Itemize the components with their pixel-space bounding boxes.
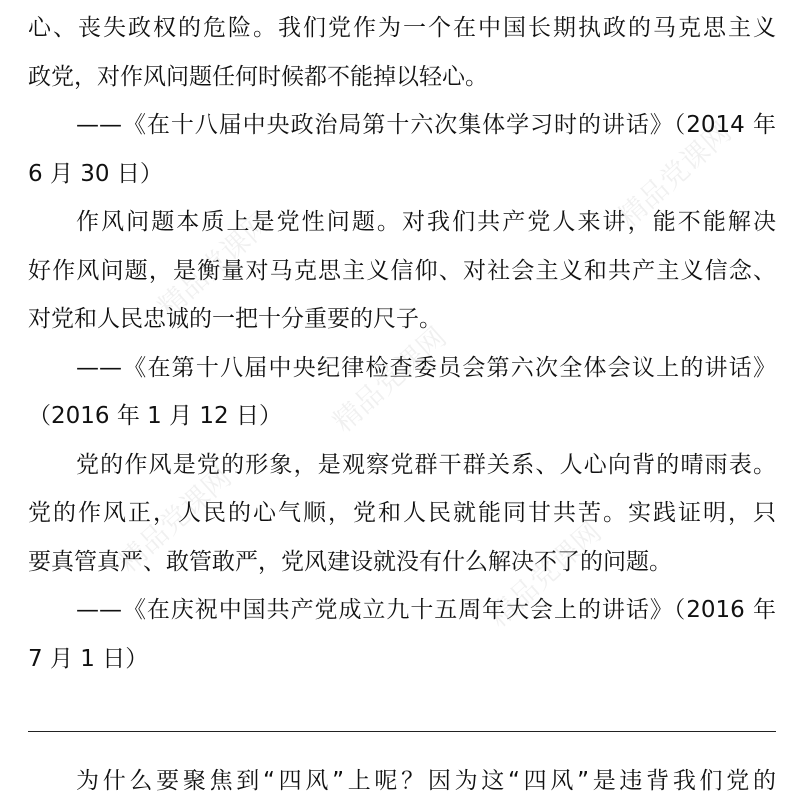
citation — [28, 586, 776, 683]
citation-line: ——《在第十八届中央纪律检查委员会第六次全体会议上的讲话》 — [76, 354, 776, 381]
paragraph-line: 政党，对作风问题任何时候都不能掉以轻心。 — [28, 63, 488, 90]
watermark: 精品党课网 — [611, 115, 738, 234]
paragraph — [28, 763, 776, 799]
paragraph-line: 要真管真严、敢管敢严，党风建设就没有什么解决不了的问题。 — [28, 548, 672, 575]
paragraph-line: 对党和人民忠诚的一把十分重要的尺子。 — [28, 306, 442, 332]
citation — [28, 344, 776, 441]
citation-line: ——《在十八届中央政治局第十六次集体学习时的讲话》（2014 年 — [76, 112, 776, 138]
watermark: 精品党课网 — [111, 460, 238, 579]
paragraph-line: 好作风问题，是衡量对马克思主义信仰、对社会主义和共产主义信念、 — [28, 257, 776, 284]
next-section — [28, 763, 776, 799]
citation-line: 6 月 30 日） — [28, 160, 163, 187]
paragraph-line: 作风问题本质上是党性问题。对我们共产党人来讲，能不能解决 — [76, 209, 776, 235]
citation-line: 7 月 1 日） — [28, 645, 149, 672]
document-body — [28, 4, 776, 683]
paragraph — [28, 198, 776, 344]
citation — [28, 101, 776, 198]
watermark: 精品党课网 — [326, 320, 453, 439]
citation-line: ——《在庆祝中国共产党成立九十五周年大会上的讲话》（2016 年 — [76, 597, 776, 623]
paragraph-line: 为什么要聚焦到“四风”上呢？因为这“四风”是违背我们党的 — [76, 768, 776, 794]
section-divider — [28, 731, 776, 732]
citation-line: （2016 年 1 月 12 日） — [28, 403, 282, 429]
watermark: 精品党课网 — [151, 205, 278, 324]
paragraph — [28, 441, 776, 587]
paragraph — [28, 4, 776, 101]
paragraph-line: 心、丧失政权的危险。我们党作为一个在中国长期执政的马克思主义 — [28, 15, 776, 41]
watermark: 精品党课网 — [481, 515, 608, 634]
paragraph-line: 党的作风正，人民的心气顺，党和人民就能同甘共苦。实践证明，只 — [28, 500, 776, 526]
paragraph-line: 党的作风是党的形象，是观察党群干群关系、人心向背的晴雨表。 — [76, 451, 776, 478]
